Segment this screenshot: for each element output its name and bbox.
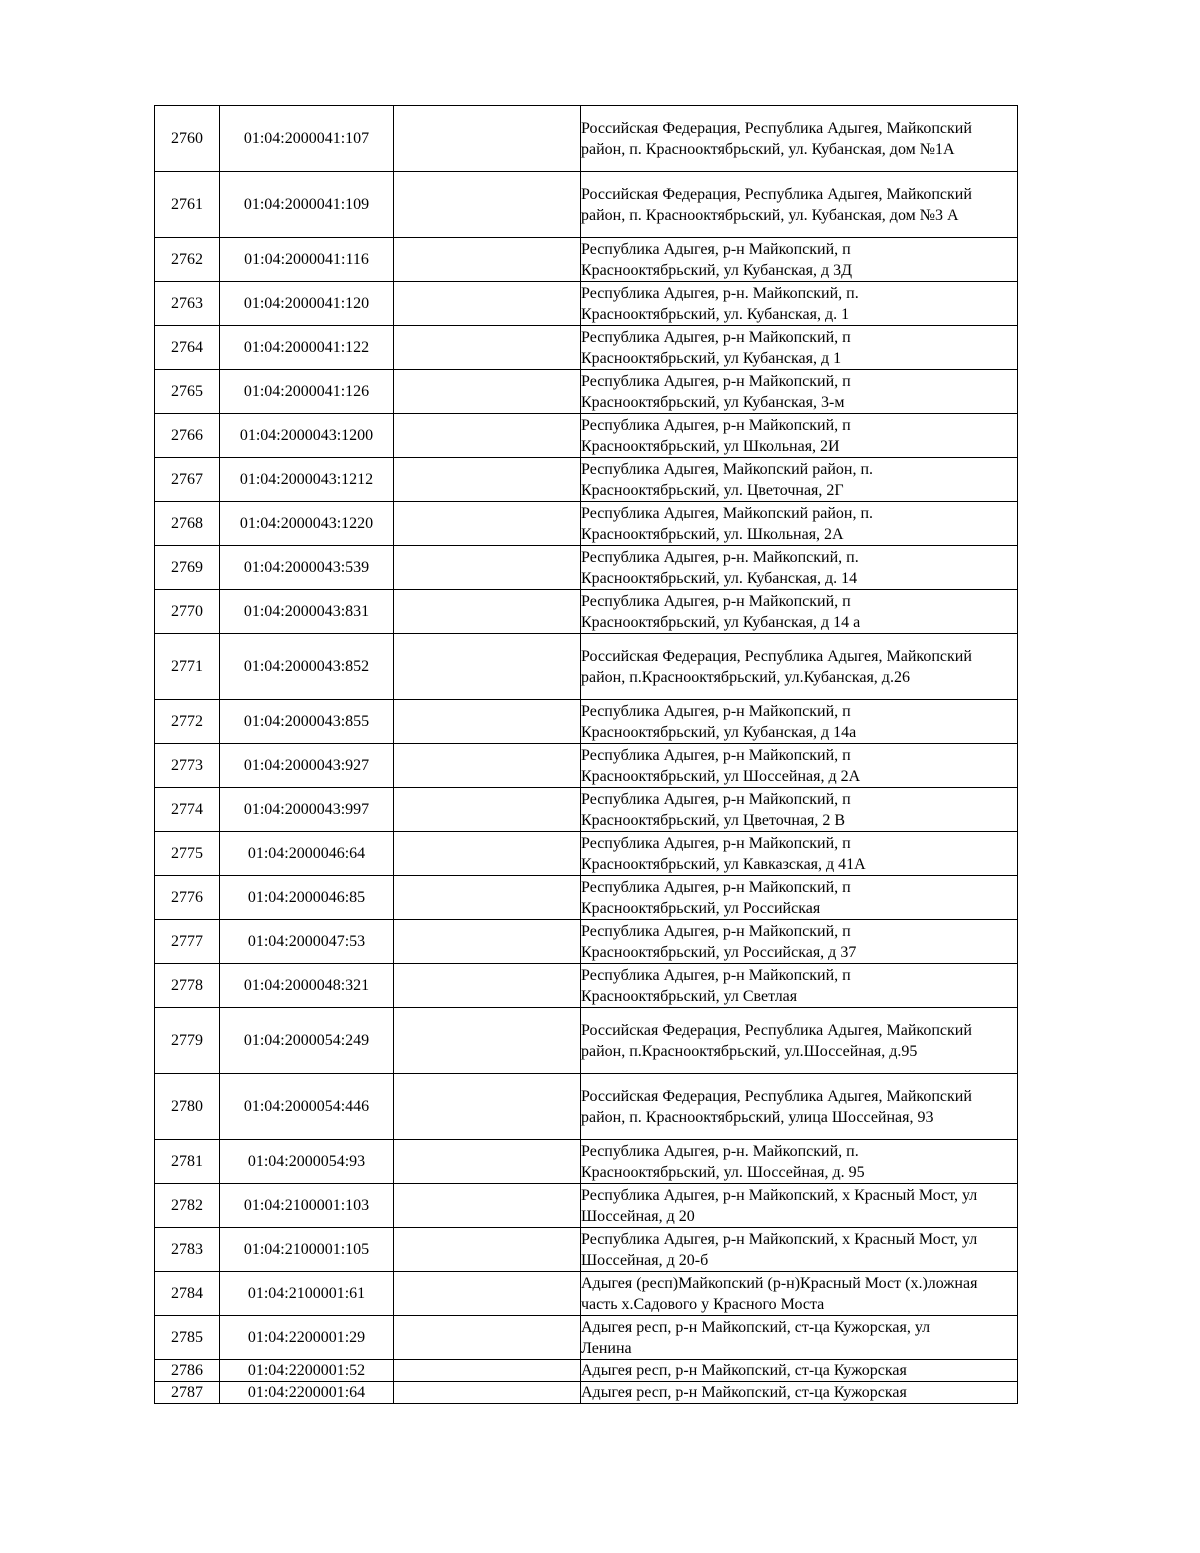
- cadastral-number-cell: 01:04:2000054:446: [220, 1074, 394, 1140]
- address-cell: Республика Адыгея, р-н Майкопский, п Краснооктябрьский, ул Шоссейная, д 2А: [581, 744, 1018, 788]
- note-cell: [394, 546, 581, 590]
- note-cell: [394, 458, 581, 502]
- row-number-cell: 2768: [155, 502, 220, 546]
- table-row: [155, 700, 1018, 744]
- table-row: [155, 634, 1018, 700]
- address-cell: Республика Адыгея, Майкопский район, п. Краснооктябрьский, ул. Школьная, 2А: [581, 502, 1018, 546]
- cadastral-number-cell: 01:04:2200001:64: [220, 1382, 394, 1404]
- note-cell: [394, 1184, 581, 1228]
- note-cell: [394, 788, 581, 832]
- note-cell: [394, 326, 581, 370]
- table-row: [155, 106, 1018, 172]
- row-number-cell: 2774: [155, 788, 220, 832]
- cadastral-number-cell: 01:04:2000043:997: [220, 788, 394, 832]
- address-cell: Адыгея респ, р-н Майкопский, ст-ца Кужорская, ул Ленина: [581, 1316, 1018, 1360]
- table-row: [155, 744, 1018, 788]
- row-number-cell: 2784: [155, 1272, 220, 1316]
- table-row: [155, 458, 1018, 502]
- address-cell: Российская Федерация, Республика Адыгея, Майкопский район, п.Краснооктябрьский, ул.Шоссейная, д.95: [581, 1008, 1018, 1074]
- note-cell: [394, 1382, 581, 1404]
- table-row: [155, 238, 1018, 282]
- address-cell: Республика Адыгея, р-н Майкопский, п Краснооктябрьский, ул Российская: [581, 876, 1018, 920]
- row-number-cell: 2764: [155, 326, 220, 370]
- cadastral-number-cell: 01:04:2000054:249: [220, 1008, 394, 1074]
- address-cell: Республика Адыгея, р-н. Майкопский, п. Краснооктябрьский, ул. Шоссейная, д. 95: [581, 1140, 1018, 1184]
- address-cell: Республика Адыгея, р-н. Майкопский, п. Краснооктябрьский, ул. Кубанская, д. 1: [581, 282, 1018, 326]
- row-number-cell: 2783: [155, 1228, 220, 1272]
- note-cell: [394, 414, 581, 458]
- table-row: [155, 876, 1018, 920]
- land-plot-table: [154, 105, 1018, 1404]
- cadastral-number-cell: 01:04:2000043:1200: [220, 414, 394, 458]
- row-number-cell: 2763: [155, 282, 220, 326]
- table-row: [155, 172, 1018, 238]
- row-number-cell: 2767: [155, 458, 220, 502]
- address-cell: Республика Адыгея, р-н Майкопский, п Краснооктябрьский, ул Светлая: [581, 964, 1018, 1008]
- note-cell: [394, 238, 581, 282]
- note-cell: [394, 1360, 581, 1382]
- note-cell: [394, 172, 581, 238]
- note-cell: [394, 634, 581, 700]
- note-cell: [394, 1140, 581, 1184]
- cadastral-number-cell: 01:04:2000041:116: [220, 238, 394, 282]
- cadastral-number-cell: 01:04:2000043:852: [220, 634, 394, 700]
- row-number-cell: 2779: [155, 1008, 220, 1074]
- note-cell: [394, 502, 581, 546]
- note-cell: [394, 106, 581, 172]
- note-cell: [394, 1228, 581, 1272]
- row-number-cell: 2760: [155, 106, 220, 172]
- row-number-cell: 2780: [155, 1074, 220, 1140]
- address-cell: Республика Адыгея, р-н Майкопский, п Краснооктябрьский, ул Кубанская, 3-м: [581, 370, 1018, 414]
- address-cell: Республика Адыгея, р-н Майкопский, п Краснооктябрьский, ул Кубанская, д 3Д: [581, 238, 1018, 282]
- address-cell: Российская Федерация, Республика Адыгея, Майкопский район, п. Краснооктябрьский, ул. Кубанская, дом №1А: [581, 106, 1018, 172]
- row-number-cell: 2787: [155, 1382, 220, 1404]
- cadastral-number-cell: 01:04:2000043:927: [220, 744, 394, 788]
- note-cell: [394, 1074, 581, 1140]
- note-cell: [394, 590, 581, 634]
- cadastral-number-cell: 01:04:2000043:855: [220, 700, 394, 744]
- address-cell: Республика Адыгея, р-н Майкопский, х Красный Мост, ул Шоссейная, д 20: [581, 1184, 1018, 1228]
- table-row: [155, 502, 1018, 546]
- address-cell: Республика Адыгея, р-н Майкопский, х Красный Мост, ул Шоссейная, д 20-б: [581, 1228, 1018, 1272]
- note-cell: [394, 964, 581, 1008]
- row-number-cell: 2769: [155, 546, 220, 590]
- cadastral-number-cell: 01:04:2000041:120: [220, 282, 394, 326]
- cadastral-number-cell: 01:04:2000046:64: [220, 832, 394, 876]
- table-row: [155, 546, 1018, 590]
- cadastral-number-cell: 01:04:2000041:126: [220, 370, 394, 414]
- table-row: [155, 964, 1018, 1008]
- cadastral-number-cell: 01:04:2000041:109: [220, 172, 394, 238]
- address-cell: Республика Адыгея, р-н Майкопский, п Краснооктябрьский, ул Кубанская, д 14а: [581, 700, 1018, 744]
- cadastral-number-cell: 01:04:2000043:1220: [220, 502, 394, 546]
- row-number-cell: 2773: [155, 744, 220, 788]
- address-cell: Адыгея респ, р-н Майкопский, ст-ца Кужорская: [581, 1360, 1018, 1382]
- row-number-cell: 2775: [155, 832, 220, 876]
- table-row: [155, 1316, 1018, 1360]
- table-row: [155, 1140, 1018, 1184]
- table-row: [155, 832, 1018, 876]
- row-number-cell: 2781: [155, 1140, 220, 1184]
- address-cell: Республика Адыгея, р-н Майкопский, п Краснооктябрьский, ул Кубанская, д 1: [581, 326, 1018, 370]
- row-number-cell: 2782: [155, 1184, 220, 1228]
- note-cell: [394, 832, 581, 876]
- row-number-cell: 2778: [155, 964, 220, 1008]
- address-cell: Республика Адыгея, р-н Майкопский, п Краснооктябрьский, ул Школьная, 2И: [581, 414, 1018, 458]
- table-row: [155, 788, 1018, 832]
- address-cell: Республика Адыгея, Майкопский район, п. Краснооктябрьский, ул. Цветочная, 2Г: [581, 458, 1018, 502]
- address-cell: Республика Адыгея, р-н Майкопский, п Краснооктябрьский, ул Кубанская, д 14 а: [581, 590, 1018, 634]
- cadastral-number-cell: 01:04:2100001:103: [220, 1184, 394, 1228]
- note-cell: [394, 876, 581, 920]
- table-row: [155, 1184, 1018, 1228]
- row-number-cell: 2776: [155, 876, 220, 920]
- table-row: [155, 590, 1018, 634]
- address-cell: Республика Адыгея, р-н Майкопский, п Краснооктябрьский, ул Кавказская, д 41А: [581, 832, 1018, 876]
- table-row: [155, 1228, 1018, 1272]
- note-cell: [394, 282, 581, 326]
- table-row: [155, 370, 1018, 414]
- cadastral-number-cell: 01:04:2000041:107: [220, 106, 394, 172]
- note-cell: [394, 370, 581, 414]
- row-number-cell: 2786: [155, 1360, 220, 1382]
- note-cell: [394, 1272, 581, 1316]
- note-cell: [394, 700, 581, 744]
- address-cell: Республика Адыгея, р-н Майкопский, п Краснооктябрьский, ул Российская, д 37: [581, 920, 1018, 964]
- cadastral-number-cell: 01:04:2000043:1212: [220, 458, 394, 502]
- row-number-cell: 2765: [155, 370, 220, 414]
- cadastral-number-cell: 01:04:2000048:321: [220, 964, 394, 1008]
- address-cell: Адыгея (респ)Майкопский (р-н)Красный Мост (х.)ложная часть х.Садового у Красного Моста: [581, 1272, 1018, 1316]
- row-number-cell: 2761: [155, 172, 220, 238]
- address-cell: Российская Федерация, Республика Адыгея, Майкопский район, п.Краснооктябрьский, ул.Кубанская, д.26: [581, 634, 1018, 700]
- table-row: [155, 1360, 1018, 1382]
- address-cell: Российская Федерация, Республика Адыгея, Майкопский район, п. Краснооктябрьский, ул. Кубанская, дом №3 А: [581, 172, 1018, 238]
- cadastral-number-cell: 01:04:2000043:831: [220, 590, 394, 634]
- address-cell: Республика Адыгея, р-н Майкопский, п Краснооктябрьский, ул Цветочная, 2 В: [581, 788, 1018, 832]
- row-number-cell: 2771: [155, 634, 220, 700]
- table-row: [155, 414, 1018, 458]
- table-body: [155, 106, 1018, 1404]
- address-cell: Республика Адыгея, р-н. Майкопский, п. Краснооктябрьский, ул. Кубанская, д. 14: [581, 546, 1018, 590]
- table-row: [155, 1382, 1018, 1404]
- table-row: [155, 1008, 1018, 1074]
- note-cell: [394, 1316, 581, 1360]
- row-number-cell: 2772: [155, 700, 220, 744]
- address-cell: Адыгея респ, р-н Майкопский, ст-ца Кужорская: [581, 1382, 1018, 1404]
- row-number-cell: 2766: [155, 414, 220, 458]
- note-cell: [394, 920, 581, 964]
- cadastral-number-cell: 01:04:2000054:93: [220, 1140, 394, 1184]
- row-number-cell: 2777: [155, 920, 220, 964]
- table-row: [155, 282, 1018, 326]
- note-cell: [394, 744, 581, 788]
- address-cell: Российская Федерация, Республика Адыгея, Майкопский район, п. Краснооктябрьский, улица Шоссейная, 93: [581, 1074, 1018, 1140]
- cadastral-number-cell: 01:04:2100001:105: [220, 1228, 394, 1272]
- table-row: [155, 326, 1018, 370]
- row-number-cell: 2762: [155, 238, 220, 282]
- cadastral-number-cell: 01:04:2200001:29: [220, 1316, 394, 1360]
- table-row: [155, 920, 1018, 964]
- note-cell: [394, 1008, 581, 1074]
- cadastral-number-cell: 01:04:2000041:122: [220, 326, 394, 370]
- cadastral-number-cell: 01:04:2000047:53: [220, 920, 394, 964]
- row-number-cell: 2770: [155, 590, 220, 634]
- cadastral-number-cell: 01:04:2000046:85: [220, 876, 394, 920]
- row-number-cell: 2785: [155, 1316, 220, 1360]
- cadastral-number-cell: 01:04:2100001:61: [220, 1272, 394, 1316]
- cadastral-number-cell: 01:04:2000043:539: [220, 546, 394, 590]
- table-row: [155, 1272, 1018, 1316]
- cadastral-number-cell: 01:04:2200001:52: [220, 1360, 394, 1382]
- table-row: [155, 1074, 1018, 1140]
